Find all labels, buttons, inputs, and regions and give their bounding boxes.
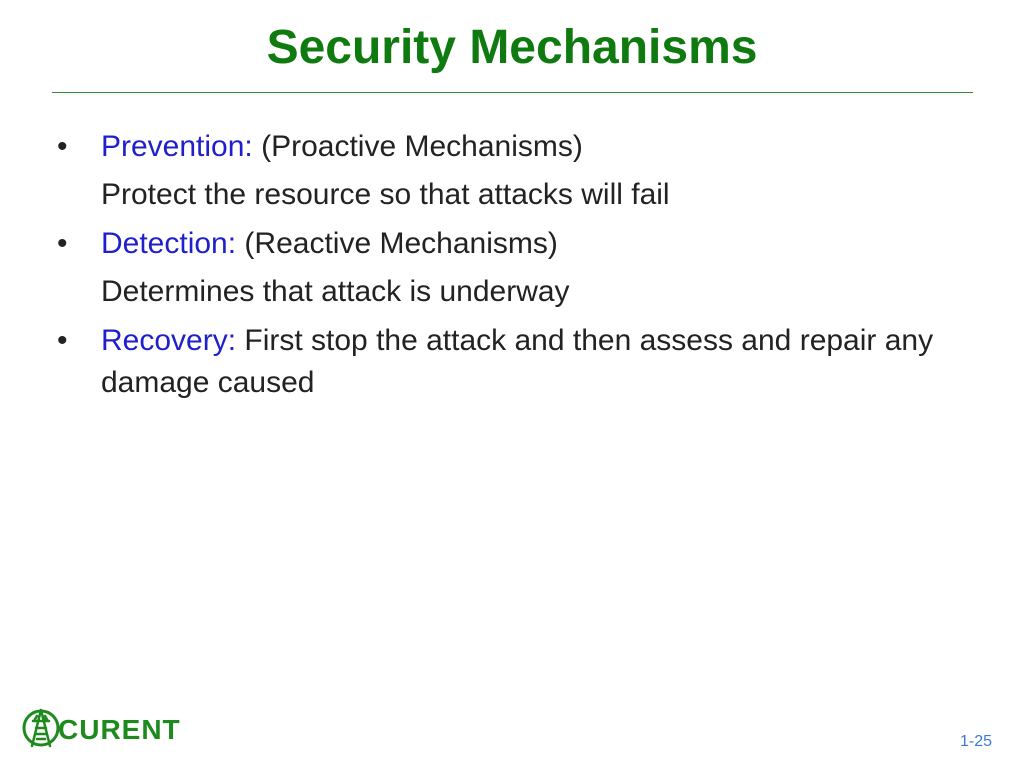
bullet-item-recovery xyxy=(57,320,937,404)
logo-text: CURENT xyxy=(58,714,181,745)
bullet-term: Detection: xyxy=(101,227,237,260)
bullet-subtext: Determines that attack is underway xyxy=(101,275,570,308)
page-number: 1-25 xyxy=(959,733,992,750)
bullet-marker: • xyxy=(57,227,68,260)
bullet-subtext: Protect the resource so that attacks will fail xyxy=(101,178,670,211)
title-divider xyxy=(52,92,973,93)
bullet-item-detection xyxy=(57,223,937,313)
bullet-text: (Reactive Mechanisms) xyxy=(244,227,558,260)
bullet-marker: • xyxy=(57,324,68,357)
bullet-text: First stop the attack and then assess and repair any damage caused xyxy=(101,324,934,399)
bullet-list xyxy=(57,126,937,404)
bullet-item-prevention xyxy=(57,126,937,216)
transmission-tower-icon xyxy=(22,706,202,750)
bullet-term: Prevention: xyxy=(101,130,253,163)
bullet-marker: • xyxy=(57,130,68,163)
bullet-term: Recovery: xyxy=(101,324,237,357)
slide-title: Security Mechanisms xyxy=(266,21,758,74)
bullet-text: (Proactive Mechanisms) xyxy=(261,130,583,163)
curent-logo xyxy=(22,706,202,750)
